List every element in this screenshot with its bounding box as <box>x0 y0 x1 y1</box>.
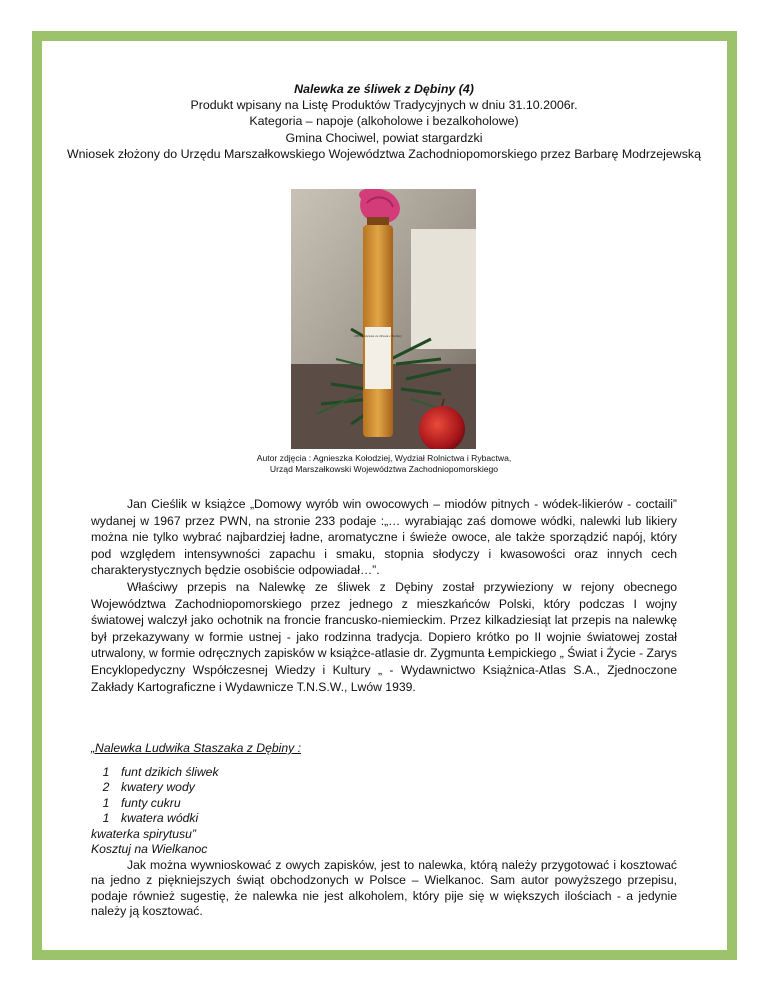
photo-caption <box>45 453 723 475</box>
ingredient-qty: 1 <box>102 765 110 779</box>
ingredient-qty: 2 <box>102 780 110 795</box>
header-line-category: Kategoria – napoje (alkoholowe i bezalkoholowe) <box>249 114 519 129</box>
ingredient-item: funty cukru <box>121 795 181 810</box>
ingredient-last-line: kwaterka spirytusu” <box>91 827 196 841</box>
caption-line-office: Urząd Marszałkowski Województwa Zachodniopomorskiego <box>269 464 499 474</box>
list-item <box>91 811 219 826</box>
list-item <box>91 796 219 811</box>
body-text <box>91 496 677 695</box>
document-header <box>45 81 723 162</box>
ingredient-item: kwatera wódki <box>121 811 199 826</box>
document-title: Nalewka ze śliwek z Dębiny (4) <box>294 82 474 96</box>
ingredient-item: kwatery wody <box>121 780 195 795</box>
list-item <box>91 765 219 780</box>
header-line-application: Wniosek złożony do Urzędu Marszałkowskiego Województwa Zachodniopomorskiego przez Barbarę Modrzejewską <box>66 146 702 161</box>
closing-section <box>91 827 677 919</box>
ingredient-qty: 1 <box>102 811 110 826</box>
ingredient-list <box>91 765 219 827</box>
paragraph-cieslik: Jan Cieślik w książce „Domowy wyrób win owocowych – miodów pitnych - wódek-likierów - coctaili” wydanej w 1967 przez PWN, na stronie 233 podaje :„… wyrabiając zaś domowe wódki, nalewki lub likiery można nie tylko wybrać najbardziej ładne, aromatyczne i świeże owoce, ale także sporządzić napój, który pod względem intensywności zapachu i smaku, stopnia słodyczy i kwasowości oraz innych cech charakterystycznych będzie osobiście odpowiadał…”. <box>91 497 677 578</box>
paragraph-history: Właściwy przepis na Nalewkę ze śliwek z Dębiny został przywieziony w rejony obecnego Województwa Zachodniopomorskiego przez jednego z mieszkańców Polski, który podczas I wojny światowej walczył jako ochotnik na froncie francusko-niemieckim. Przez kilkadziesiąt lat przepis na nalewkę był przekazywany w formie ustnej - jako rodzinna tradycja. Dopiero krótko po II wojnie światowej został utrwalony, w formie odręcznych zapisków w książce-atlasie dr. Zygmunta Łempickiego „ Świat i Życie - Zarys Encyklopedyczny Współczesnej Wiedzy i Kultury „ - Wydawnictwo Książnica-Atlas S.A., Zjednoczone Zakłady Kartograficzne i Wydawnicze T.N.S.W., Lwów 1939. <box>91 579 677 694</box>
closing-paragraph: Jak można wywnioskować z owych zapisków, jest to nalewka, którą należy przygotować i kosztować na jedno z piękniejszych świąt obchodzonych w Polsce – Wielkanoc. Sam autor powyższego przepisu, podaje również sugestię, że nalewka nie jest alkoholem, który pije się w większych ilościach - a jedynie należy ją kosztować. <box>91 857 677 919</box>
list-item <box>91 780 219 795</box>
recipe-subtitle: Kosztuj na Wielkanoc <box>91 842 208 857</box>
header-line-municipality: Gmina Chociwel, powiat stargardzki <box>285 130 483 145</box>
caption-line-author: Autor zdjęcia : Agnieszka Kołodziej, Wydział Rolnictwa i Rybactwa, <box>256 453 512 463</box>
header-line-registration: Produkt wpisany na Listę Produktów Tradycyjnych w dniu 31.10.2006r. <box>190 98 578 113</box>
recipe-title: „Nalewka Ludwika Staszaka z Dębiny : <box>91 741 301 755</box>
product-photo <box>291 189 476 449</box>
bottle-label-text: 2005 Nalewka ze śliwek z Dębiny <box>354 334 402 338</box>
ingredient-qty: 1 <box>102 795 110 810</box>
ingredient-item: funt dzikich śliwek <box>121 765 219 779</box>
